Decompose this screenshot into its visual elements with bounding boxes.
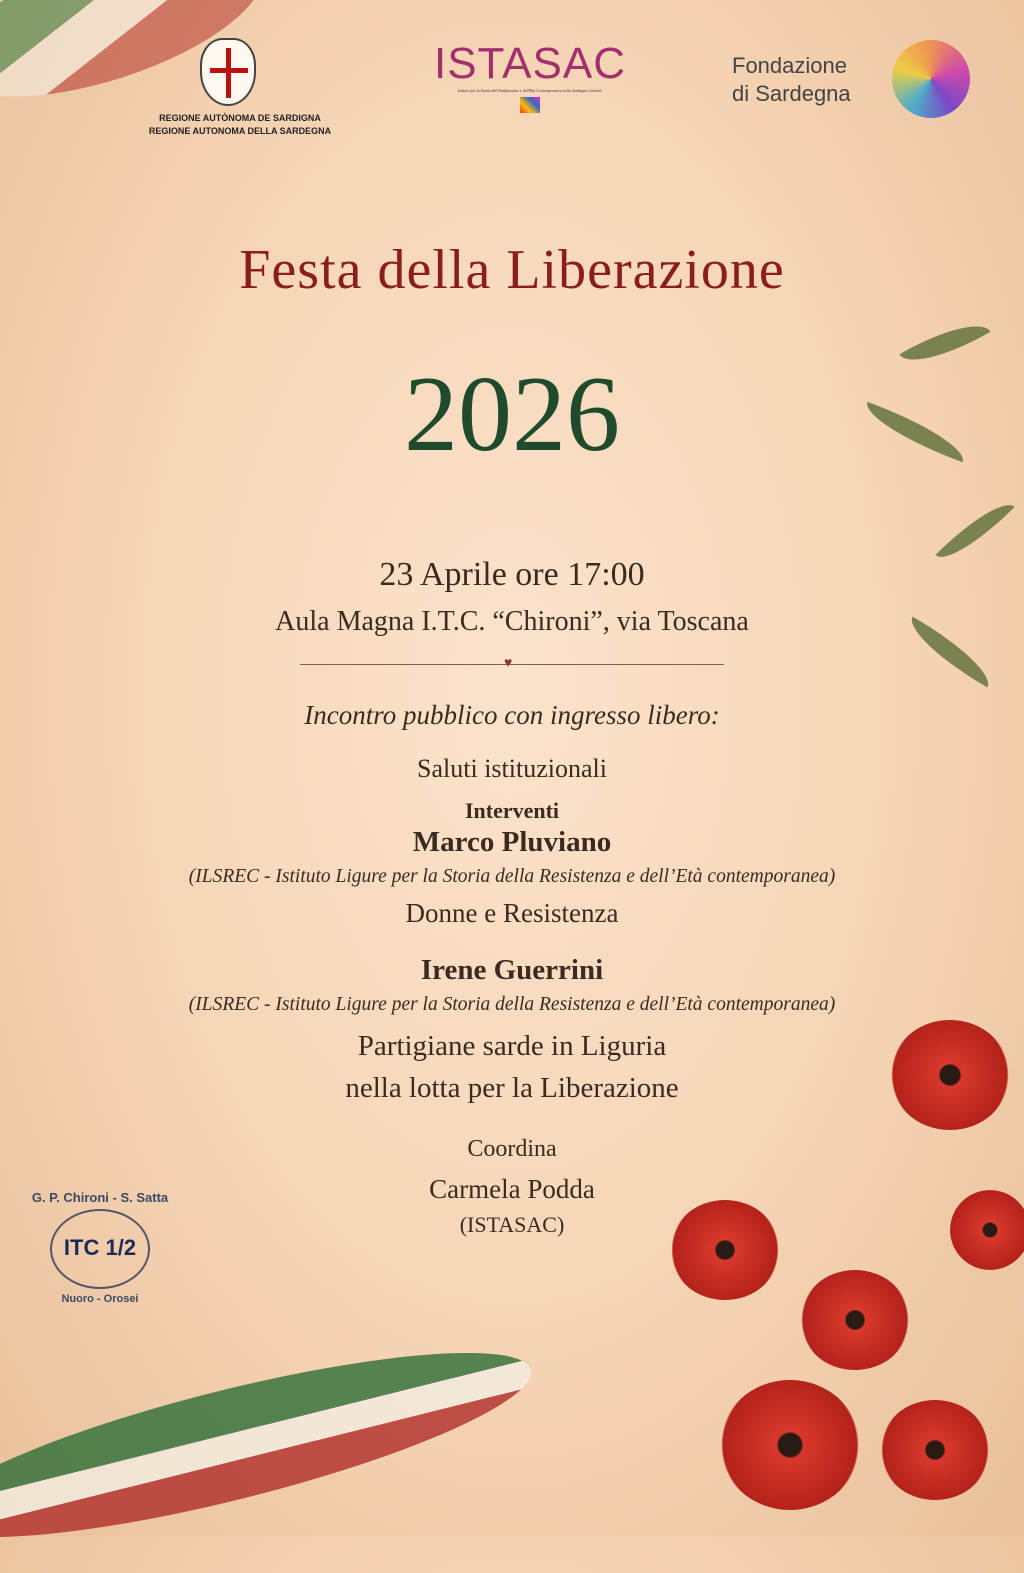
flag-decoration (0, 1317, 544, 1573)
poppy-icon (880, 1400, 990, 1500)
istasac-logo: ISTASAC (433, 39, 626, 88)
saluti-text: Saluti istituzionali (417, 754, 607, 783)
school-seal-center-text: ITC 1/2 (63, 1235, 137, 1260)
coordinator-name: Carmela Podda (429, 1174, 595, 1204)
istasac-emblem-icon (520, 97, 540, 113)
interventi-label: Interventi (464, 798, 560, 823)
fondazione-label: di Sardegna (732, 81, 851, 106)
speaker-affiliation: (ILSREC - Istituto Ligure per la Storia della Resistenza e dell’Età contemporanea) (188, 994, 836, 1015)
event-year: 2026 (404, 355, 620, 474)
istasac-subtitle: Istituto per la Storia dell'Antifascismo e dell'Età Contemporanea nella Sardegna Centrale (457, 88, 603, 93)
speaker-affiliation: (ILSREC - Istituto Ligure per la Storia della Resistenza e dell’Età contemporanea) (188, 866, 836, 887)
event-venue: Aula Magna I.T.C. “Chironi”, via Toscana (275, 606, 749, 637)
sardinia-coat-of-arms-logo (200, 38, 256, 106)
school-seal-bottom-text: Nuoro - Orosei (61, 1293, 139, 1305)
speaker-name: Marco Pluviano (412, 826, 612, 858)
event-date: 23 Aprile ore 17:00 (379, 556, 645, 593)
speaker-topic: nella lotta per la Liberazione (345, 1072, 679, 1104)
heart-icon: ♥ (504, 656, 513, 671)
speaker-topic: Partigiane sarde in Liguria (357, 1030, 667, 1062)
fondazione-star-logo (892, 40, 970, 118)
poppy-icon (800, 1270, 910, 1370)
regione-label: REGIONE AUTONOMA DELLA SARDEGNA (148, 126, 332, 136)
fondazione-label: Fondazione (732, 53, 847, 78)
speaker-name: Irene Guerrini (420, 954, 604, 986)
school-seal-arc-text: G. P. Chironi - S. Satta (31, 1190, 169, 1205)
event-title: Festa della Liberazione (239, 239, 785, 301)
coordina-label: Coordina (467, 1136, 557, 1162)
intro-text: Incontro pubblico con ingresso libero: (304, 700, 720, 730)
coordinator-org: (ISTASAC) (459, 1212, 565, 1237)
regione-label: REGIONE AUTÒNOMA DE SARDIGNA (159, 113, 321, 123)
speaker-topic: Donne e Resistenza (405, 898, 619, 928)
poppy-icon (720, 1380, 860, 1510)
school-seal-logo (30, 1190, 170, 1310)
